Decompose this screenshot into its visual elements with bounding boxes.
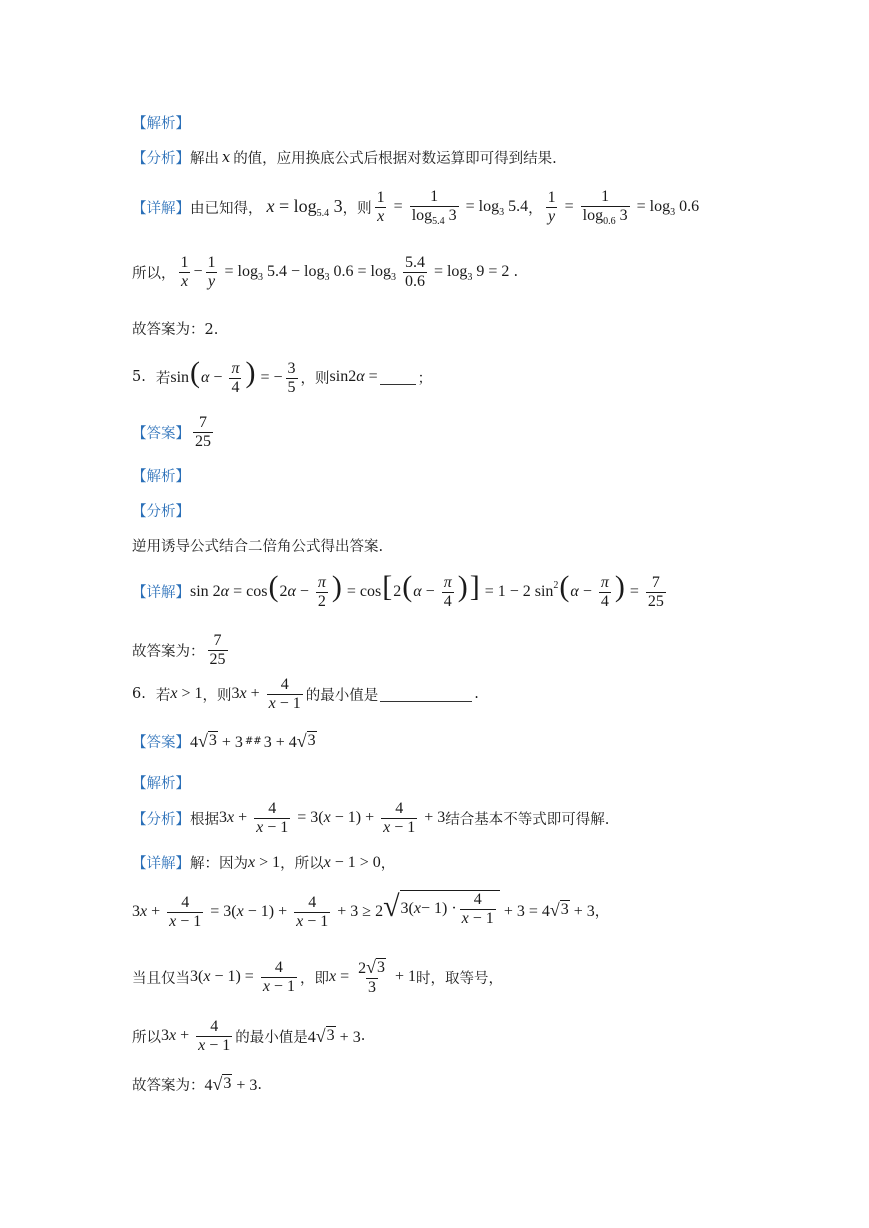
q5-answer-lead: 故答案为： bbox=[132, 643, 205, 660]
q4-suoyi-end: . bbox=[513, 264, 519, 281]
q4-fenxi-x: x bbox=[222, 149, 231, 166]
q6-daan-sep: ## bbox=[244, 736, 262, 747]
q6-answer bbox=[132, 1074, 262, 1095]
q6-expression: 3x + $\frac{4}{x - 1}$ bbox=[231, 676, 301, 712]
q4-fenxi-tag: 【分析】 bbox=[132, 151, 190, 167]
q5-xiangjie bbox=[132, 572, 669, 610]
q4-result-formula: $\frac{1}{x}$ − $\frac{1}{y}$ = $\log_3 5.4 - \log_3 0.6 = \log_3$ $\frac{5.4}{0.6}$ = $\log_3 9 = 2$ bbox=[180, 254, 510, 290]
q6-suoyi-value: 4 √ 3 + 3 bbox=[307, 1025, 361, 1046]
q6-cond-b: x − 1 > 0 bbox=[323, 853, 381, 871]
q6-daan-b: 3 + 4 √ 3 bbox=[263, 731, 316, 751]
q6-answer-end: . bbox=[257, 1076, 263, 1093]
q5-fenxi-text: 逆用诱导公式结合二倍角公式得出答案. bbox=[132, 539, 384, 555]
q6-ruo: 若 bbox=[155, 687, 171, 704]
q5-question bbox=[132, 358, 432, 396]
q6-chain-formula: 3x + $\frac{4}{x - 1}$ = 3(x − 1) + $\frac{4}{x - 1}$ + 3 ≥ 2 √ 3( x − 1) · $\frac{4}{x - 1}$ + 3 = 4 √ 3 + 3 bbox=[132, 890, 595, 930]
q6-answer-lead: 故答案为： bbox=[132, 1078, 205, 1094]
q6-fenxi bbox=[132, 800, 609, 836]
q6-eq-cond: 3(x − 1) = $\frac{4}{x - 1}$ bbox=[190, 959, 295, 995]
q6-fenxi-a: 根据 bbox=[190, 811, 219, 828]
q4-fenxi-a: 解出 bbox=[190, 151, 219, 167]
q6-suoyi-expr: 3x + $\frac{4}{x - 1}$ bbox=[161, 1018, 231, 1054]
q6-condition: x > 1 bbox=[170, 685, 203, 703]
q6-jiexi-tag: 【解析】 bbox=[132, 776, 190, 792]
q6-equality bbox=[132, 958, 503, 996]
q5-daan-tag: 【答案】 bbox=[132, 425, 190, 442]
q4-suoyi bbox=[132, 254, 518, 290]
q6-fenxi-tag: 【分析】 bbox=[132, 811, 190, 828]
q5-answer bbox=[132, 632, 231, 668]
q5-ze: ，则 bbox=[300, 370, 330, 387]
q6-period: . bbox=[474, 686, 479, 703]
q6-blank bbox=[380, 687, 472, 702]
q4-xiangjie-lead: 由已知得， bbox=[190, 200, 263, 217]
q6-ze: ，则 bbox=[202, 687, 232, 704]
q6-suoyi-end: . bbox=[360, 1028, 366, 1045]
q4-xiangjie bbox=[132, 188, 699, 227]
q5-semicolon: ； bbox=[417, 370, 433, 387]
q6-daan-tag: 【答案】 bbox=[132, 735, 190, 751]
q4-x-def: $x = \log_{5.4} 3$ bbox=[266, 195, 343, 219]
q6-xiangjie-b: ，所以 bbox=[280, 856, 324, 872]
q6-eq-x: x = 2 √ 3 3 + 1 bbox=[328, 957, 417, 996]
q6-suoyi bbox=[132, 1018, 365, 1054]
q6-daan bbox=[132, 731, 317, 752]
q6-de-zuixiao: 的最小值是 bbox=[305, 687, 379, 704]
q5-daan bbox=[132, 414, 216, 450]
q5-fenxi-tag: 【分析】 bbox=[132, 504, 190, 520]
q6-xiangjie bbox=[132, 852, 395, 873]
q4-answer: 故答案为：2. bbox=[132, 322, 219, 338]
q6-answer-value: 4 √ 3 + 3 bbox=[204, 1074, 258, 1094]
q4-inv-x: $\frac{1}{x}$ = $\frac{1}{\log_{5.4} 3}$ = $\log_3 5.4$ bbox=[376, 188, 529, 227]
q5-daan-value: $\frac{7}{25}$ bbox=[195, 414, 211, 450]
q4-fenxi-b: 的值，应用换底公式后根据对数运算即可得到结果. bbox=[233, 151, 557, 167]
q6-chain-end: ， bbox=[594, 903, 610, 920]
q4-inv-y: $\frac{1}{y}$ = $\frac{1}{\log_{0.6} 3}$ = $\log_3 0.6$ bbox=[547, 188, 700, 227]
q6-suoyi-lead: 所以 bbox=[132, 1029, 161, 1046]
q4-xiangjie-tag: 【详解】 bbox=[132, 200, 190, 217]
q6-suoyi-de: 的最小值是 bbox=[235, 1029, 308, 1046]
q6-xiangjie-a: 解：因为 bbox=[190, 856, 248, 872]
q4-xiangjie-comma: ， bbox=[528, 200, 543, 217]
q5-xiangjie-formula: sin 2α = cos(2α − $\frac{\pi}{2}$ ) = cos[2(α − $\frac{\pi}{4}$ )] = 1 − 2 $\sin^2(\alpha$ − $\frac{\pi}{4}$ ) = $\frac{7}{25}$ bbox=[190, 570, 664, 610]
q6-chain bbox=[132, 890, 609, 930]
q6-fenxi-b: 结合基本不等式即可得解. bbox=[445, 811, 610, 828]
q6-dangqie: 当且仅当 bbox=[132, 970, 190, 987]
q4-jiexi-tag: 【解析】 bbox=[132, 116, 190, 132]
q6-fenxi-formula: 3x + $\frac{4}{x - 1}$ = 3(x − 1) + $\frac{4}{x - 1}$ + 3 bbox=[219, 800, 446, 836]
q5-answer-value: $\frac{7}{25}$ bbox=[209, 632, 226, 668]
q6-xiangjie-tag: 【详解】 bbox=[132, 856, 190, 872]
q6-number: 6. bbox=[132, 686, 146, 703]
q5-number: 5. bbox=[132, 369, 146, 386]
q5-condition: sin(α − $\frac{\pi}{4}$ ) = − $\frac{3}{5}$ bbox=[170, 356, 296, 396]
q5-ruo: 若 bbox=[155, 370, 171, 387]
q5-target: sin2α = bbox=[329, 368, 378, 386]
q6-ji: ，即 bbox=[299, 970, 329, 987]
q5-xiangjie-tag: 【详解】 bbox=[132, 584, 190, 601]
q6-question bbox=[132, 676, 479, 712]
q5-blank bbox=[380, 370, 416, 385]
q6-cond-a: x > 1 bbox=[248, 853, 281, 871]
q5-jiexi-tag: 【解析】 bbox=[132, 469, 190, 485]
q4-suoyi-lead: 所以， bbox=[132, 265, 176, 282]
q6-daan-a: 4 √ 3 + 3 bbox=[190, 731, 243, 751]
q4-fenxi bbox=[132, 147, 557, 168]
q6-shi: 时，取等号， bbox=[416, 970, 504, 987]
q6-xiangjie-c: ， bbox=[380, 856, 396, 872]
q4-xiangjie-mid: ，则 bbox=[342, 200, 372, 217]
